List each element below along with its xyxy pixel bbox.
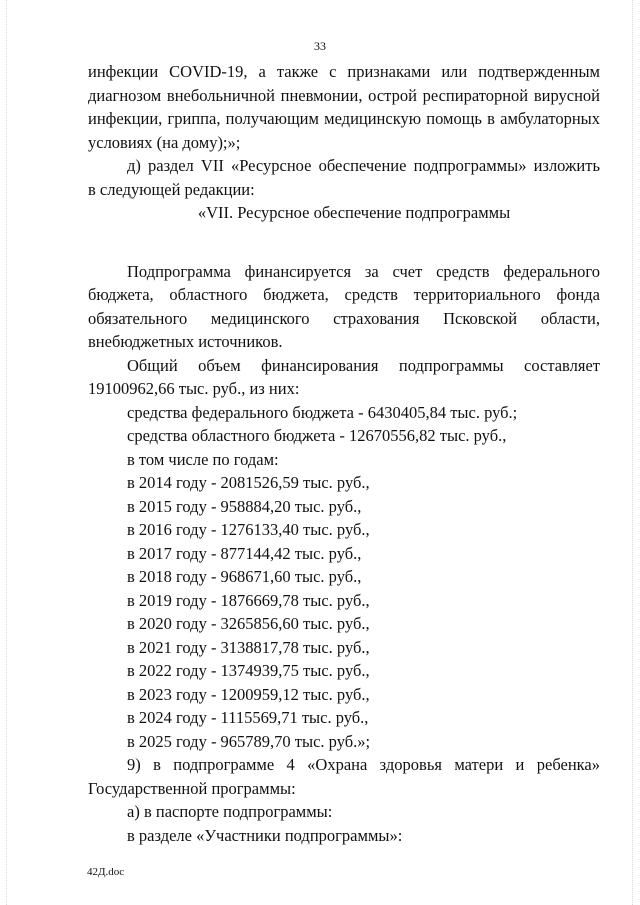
funding-year-2025: в 2025 году - 965789,70 тыс. руб.»;	[127, 731, 371, 751]
funding-year-2016: в 2016 году - 1276133,40 тыс. руб.,	[127, 520, 370, 539]
text-line: бюджета, областного бюджета, средств территориального фонда	[88, 285, 600, 304]
text-line: д) раздел VII «Ресурсное обеспечение подпрограммы» изложить	[127, 156, 600, 175]
file-name-footer: 42Д.doc	[87, 866, 125, 878]
funding-year-2019: в 2019 году - 1876669,78 тыс. руб.,	[127, 590, 370, 610]
scan-edge-right	[632, 0, 634, 905]
text-line: диагнозом внебольничной пневмонии, острой респираторной вирусной	[88, 85, 600, 105]
text-line: внебюджетных источников.	[88, 332, 283, 351]
text-line: Подпрограмма финансируется за счет средств федерального	[127, 261, 600, 281]
funding-year-2014: в 2014 году - 2081526,59 тыс. руб.,	[127, 473, 370, 492]
funding-regional: средства областного бюджета - 12670556,82 тыс. руб.,	[127, 426, 507, 445]
funding-year-2017: в 2017 году - 877144,42 тыс. руб.,	[127, 543, 362, 563]
funding-year-2021: в 2021 году - 3138817,78 тыс. руб.,	[127, 637, 370, 657]
text-line: Государственной программы:	[88, 778, 296, 798]
text-line: условиях (на дому);»;	[88, 132, 241, 152]
scan-edge-left	[6, 0, 8, 905]
page-number: 33	[314, 39, 326, 53]
funding-year-2018: в 2018 году - 968671,60 тыс. руб.,	[127, 567, 362, 586]
text-line: 9) в подпрограмме 4 «Охрана здоровья матери и ребенка»	[127, 755, 600, 774]
text-line: инфекции COVID-19, а также с признаками или подтвержденным	[88, 62, 600, 81]
funding-year-2022: в 2022 году - 1374939,75 тыс. руб.,	[127, 661, 370, 680]
text-line: в том числе по годам:	[127, 449, 279, 469]
text-line: в разделе «Участники подпрограммы»:	[127, 825, 403, 845]
text-line: обязательного медицинского страхования Псковской области,	[88, 308, 600, 328]
funding-year-2015: в 2015 году - 958884,20 тыс. руб.,	[127, 496, 362, 516]
text-line: инфекции, гриппа, получающим медицинскую помощь в амбулаторных	[88, 109, 600, 128]
funding-federal: средства федерального бюджета - 6430405,84 тыс. руб.;	[127, 402, 518, 422]
funding-year-2020: в 2020 году - 3265856,60 тыс. руб.,	[127, 614, 370, 633]
funding-year-2023: в 2023 году - 1200959,12 тыс. руб.,	[127, 684, 370, 704]
text-line: в следующей редакции:	[88, 179, 255, 199]
text-line: а) в паспорте подпрограммы:	[127, 802, 333, 821]
funding-year-2024: в 2024 году - 1115569,71 тыс. руб.,	[127, 708, 369, 727]
spacer	[88, 225, 600, 260]
text-line: Общий объем финансирования подпрограммы составляет	[127, 355, 600, 375]
text-line: 19100962,66 тыс. руб., из них:	[88, 379, 300, 398]
section-title: «VII. Ресурсное обеспечение подпрограммы	[197, 203, 511, 222]
document-body	[88, 60, 600, 847]
